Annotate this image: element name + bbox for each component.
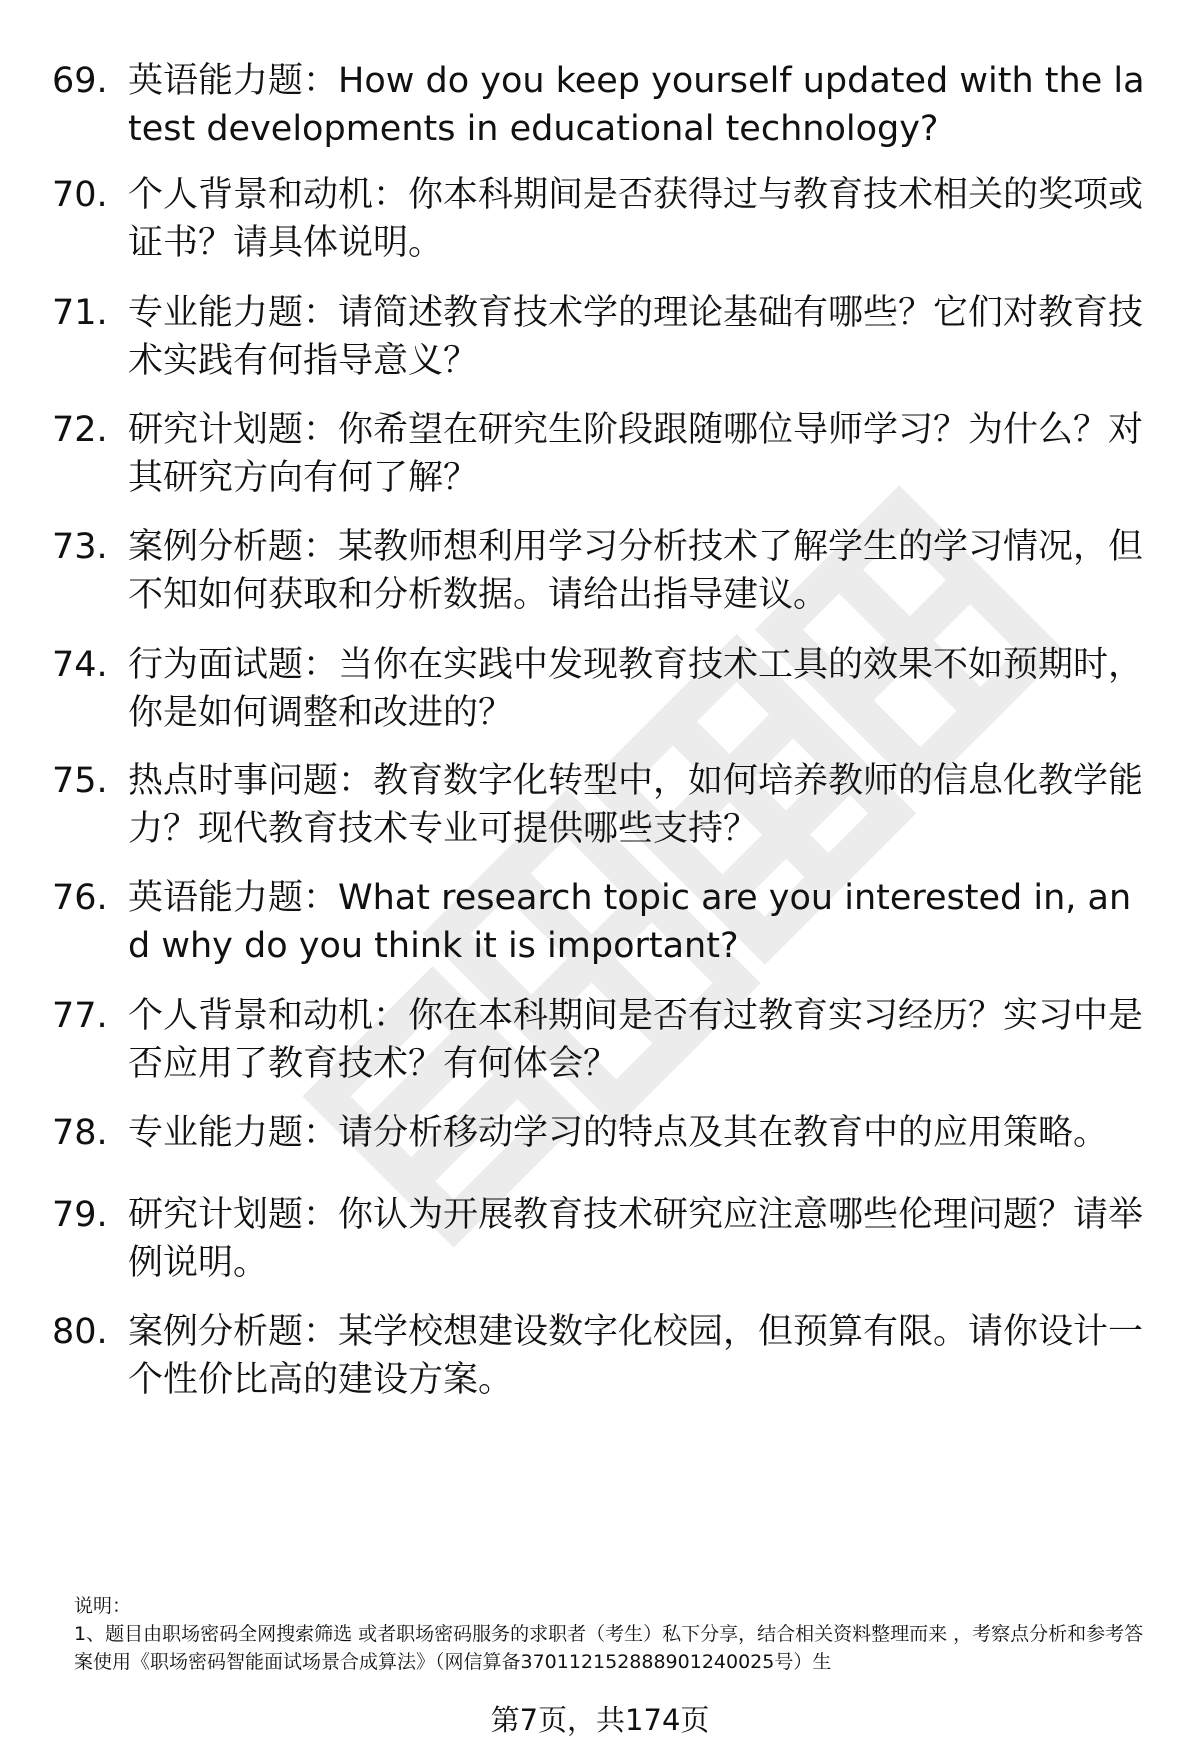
question-number: 73. <box>52 527 108 567</box>
question-item <box>52 1191 1152 1287</box>
question-text: 英语能力题：What research topic are you interested in, and why do you think it is important? <box>128 878 1132 966</box>
note-section <box>74 1592 1154 1676</box>
question-text: 专业能力题：请分析移动学习的特点及其在教育中的应用策略。 <box>128 1113 1109 1153</box>
question-item <box>52 641 1152 737</box>
question-number: 78. <box>52 1113 108 1153</box>
question-number: 79. <box>52 1195 108 1235</box>
question-item <box>52 874 1152 970</box>
question-number: 74. <box>52 645 108 685</box>
question-text: 案例分析题：某学校想建设数字化校园，但预算有限。请你设计一个性价比高的建设方案。 <box>128 1312 1144 1400</box>
question-number: 76. <box>52 878 108 918</box>
question-item <box>52 171 1152 267</box>
question-number: 77. <box>52 996 108 1036</box>
question-text: 研究计划题：你认为开展教育技术研究应注意哪些伦理问题？请举例说明。 <box>128 1195 1144 1283</box>
question-text: 英语能力题：How do you keep yourself updated with the latest developments in educational technology? <box>128 61 1145 149</box>
question-item <box>52 992 1152 1088</box>
question-item <box>52 523 1152 619</box>
question-number: 80. <box>52 1312 108 1352</box>
note-body: 1、题目由职场密码全网搜索筛选 或者职场密码服务的求职者（考生）私下分享，结合相关资料整理而来 ，考察点分析和参考答案使用《职场密码智能面试场景合成算法》（网信算备370112152888901240025号）生 <box>74 1623 1144 1673</box>
question-item <box>52 1308 1152 1404</box>
question-number: 75. <box>52 761 108 801</box>
question-text: 研究计划题：你希望在研究生阶段跟随哪位导师学习？为什么？对其研究方向有何了解？ <box>128 410 1144 498</box>
question-text: 个人背景和动机：你在本科期间是否有过教育实习经历？实习中是否应用了教育技术？有何体会？ <box>128 996 1144 1084</box>
question-text: 行为面试题：当你在实践中发现教育技术工具的效果不如预期时，你是如何调整和改进的？ <box>128 645 1144 733</box>
question-text: 案例分析题：某教师想利用学习分析技术了解学生的学习情况，但不知如何获取和分析数据。请给出指导建议。 <box>128 527 1144 615</box>
question-number: 69. <box>52 61 108 101</box>
question-text: 个人背景和动机：你本科期间是否获得过与教育技术相关的奖项或证书？请具体说明。 <box>128 175 1144 263</box>
note-heading: 说明： <box>74 1595 132 1617</box>
page-indicator: 第7页，共174页 <box>490 1703 710 1737</box>
question-item <box>52 1109 1152 1157</box>
question-number: 72. <box>52 410 108 450</box>
question-item <box>52 406 1152 502</box>
question-item <box>52 289 1152 385</box>
question-text: 热点时事问题：教育数字化转型中，如何培养教师的信息化教学能力？现代教育技术专业可提供哪些支持？ <box>128 761 1144 849</box>
question-number: 70. <box>52 175 108 215</box>
question-text: 专业能力题：请简述教育技术学的理论基础有哪些？它们对教育技术实践有何指导意义？ <box>128 293 1144 381</box>
question-item <box>52 757 1152 853</box>
question-item <box>52 57 1152 153</box>
question-number: 71. <box>52 293 108 333</box>
